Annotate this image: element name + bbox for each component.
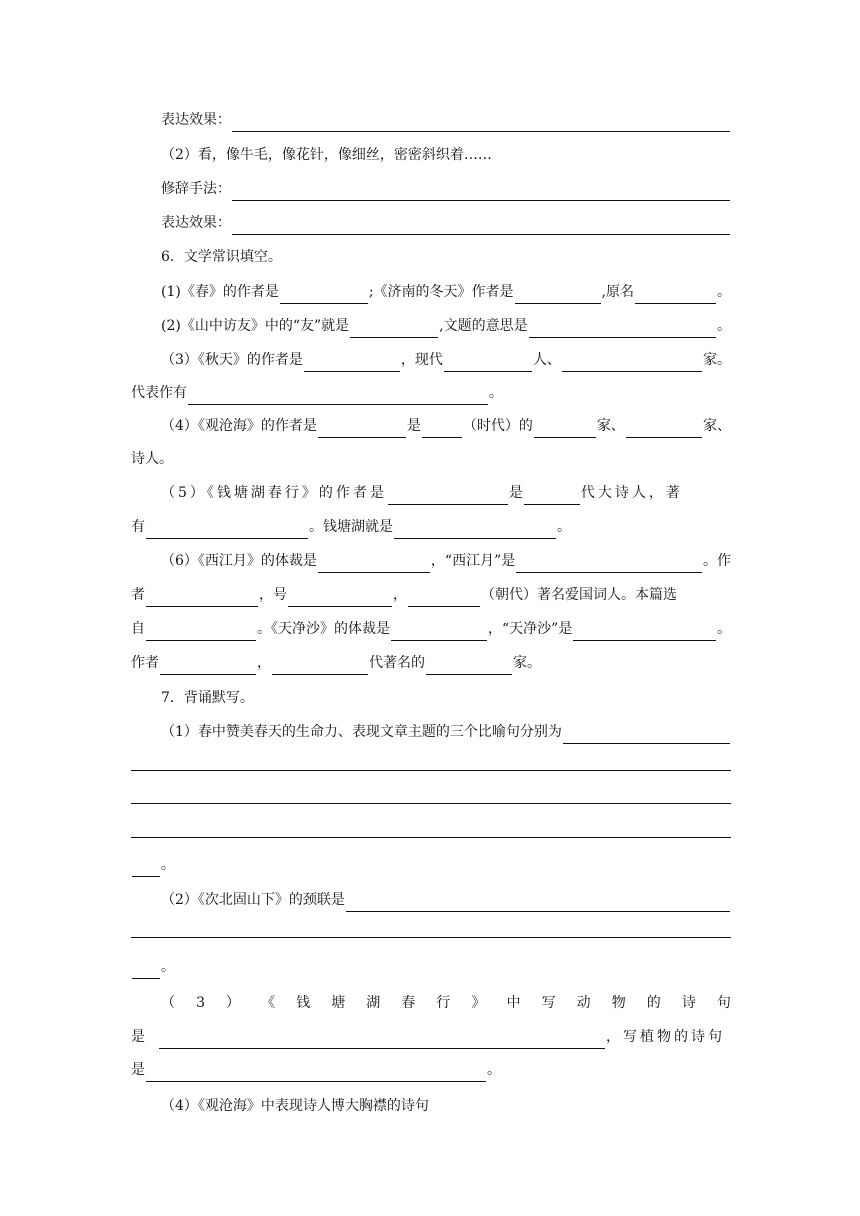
q6-2-text: (2)《山中访友》中的“友”就是 (161, 318, 350, 334)
effect-line-2 (131, 211, 731, 235)
q6-4-text: （4）《观沧海》的作者是 (161, 418, 317, 434)
q7-2-text: 。 (161, 959, 175, 975)
answer-blank[interactable] (132, 861, 160, 877)
q7-3 (131, 991, 731, 1015)
q7-3-char: 物 (611, 995, 626, 1011)
q6-6-text: 。作 (703, 553, 731, 569)
q6-4-cont: 诗人。 (131, 451, 173, 467)
answer-blank[interactable] (146, 1066, 486, 1082)
q7-3-spread (161, 991, 731, 1015)
q6-6-cont1 (131, 583, 731, 607)
q6-6 (131, 549, 731, 573)
answer-blank[interactable] (529, 322, 716, 338)
q6-6-text: ， (257, 655, 271, 671)
rhetoric-label: 修辞手法： (161, 181, 231, 197)
q6-6-text: ，“西江月”是 (430, 553, 516, 569)
q7-3-char: （ (161, 995, 175, 1011)
answer-blank[interactable] (146, 625, 256, 641)
q6-2 (131, 314, 731, 338)
q7-1 (131, 720, 731, 744)
q7-3-char: 的 (646, 995, 661, 1011)
answer-blank[interactable] (444, 356, 532, 372)
answer-blank[interactable] (394, 523, 556, 539)
q6-6-text: ，“天净沙”是 (488, 621, 573, 637)
q6-1-text: (1)《春》的作者是 (161, 284, 279, 300)
q6-5-text: 。 (557, 519, 571, 535)
q7-3-char: 塘 (331, 995, 346, 1011)
effect-label: 表达效果： (161, 112, 231, 128)
q6-5-text: 有 (131, 519, 145, 535)
q7-3-cont1 (131, 1025, 731, 1049)
answer-blank[interactable] (346, 896, 730, 912)
q7-2 (131, 888, 731, 912)
q7-3-text: 。 (487, 1062, 501, 1078)
q6-6-text: 作者 (131, 655, 159, 671)
q7-3-text: ，写植物的诗句 (606, 1029, 725, 1045)
q6-3-text: 家。 (703, 352, 731, 368)
q6-4-text: 家、 (703, 418, 731, 434)
q6-6-text: ，号 (259, 587, 287, 603)
q6-6-text: （6）《西江月》的体裁是 (161, 553, 317, 569)
q6-5-text: （5）《钱塘湖春行》的作者是 (161, 485, 387, 501)
answer-blank[interactable] (516, 557, 702, 573)
q7-3-char: 行 (436, 995, 451, 1011)
answer-blank[interactable] (635, 288, 716, 304)
q7-3-char: 《 (261, 995, 276, 1011)
answer-line[interactable] (131, 803, 731, 804)
answer-line[interactable] (131, 770, 731, 771)
q6-4-text: （时代）的 (462, 418, 533, 434)
q6-6-text: ， (393, 587, 407, 603)
q7-3-char: ） (226, 995, 241, 1011)
q7-3-text: 是 (131, 1062, 145, 1078)
q7-title: 7．背诵默写。 (161, 690, 254, 706)
q6-4 (131, 414, 731, 438)
q6-6-text: 自 (131, 621, 145, 637)
answer-blank[interactable] (304, 356, 400, 372)
effect-line-1 (131, 108, 731, 132)
answer-blank[interactable] (534, 422, 596, 438)
q6-4-text: 家、 (596, 418, 625, 434)
answer-blank[interactable] (318, 557, 430, 573)
answer-blank[interactable] (573, 625, 716, 641)
q6-3-text: 人、 (532, 352, 561, 368)
q6-3 (131, 348, 731, 372)
q7-2-text: （2）《次北固山下》的颈联是 (161, 892, 345, 908)
q7-3-char: 句 (716, 995, 731, 1011)
q7-3-char: 动 (576, 995, 591, 1011)
answer-blank[interactable] (232, 116, 730, 132)
q6-1-text: ;《济南的冬天》作者是 (368, 284, 514, 300)
q6-5 (131, 481, 731, 505)
q6-3-cont (131, 381, 731, 405)
q6-3-text: 。 (489, 385, 503, 401)
q7-3-char: 》 (471, 995, 486, 1011)
q6-6-text: 家。 (513, 655, 541, 671)
q7-3-char: 湖 (366, 995, 381, 1011)
q6-4-text: 是 (406, 418, 421, 434)
q7-1-end (131, 853, 731, 877)
effect-label: 表达效果： (161, 215, 231, 231)
answer-blank[interactable] (272, 659, 368, 675)
answer-blank[interactable] (146, 591, 258, 607)
q7-1-text: 。 (161, 857, 175, 873)
answer-blank[interactable] (232, 219, 730, 235)
answer-blank[interactable] (188, 389, 488, 405)
answer-blank[interactable] (350, 322, 438, 338)
answer-blank[interactable] (422, 422, 462, 438)
q6-1 (131, 280, 731, 304)
q7-3-char: 钱 (296, 995, 311, 1011)
q7-3-char: 3 (196, 995, 205, 1011)
answer-blank[interactable] (288, 591, 392, 607)
q6-6-text: 。《天净沙》的体裁是 (257, 621, 390, 637)
answer-blank[interactable] (426, 659, 512, 675)
q6-6-cont3 (131, 651, 731, 675)
q7-4: （4）《观沧海》中表现诗人博大胸襟的诗句 (161, 1098, 429, 1114)
q7-3-char: 春 (401, 995, 416, 1011)
q6-1-text: 。 (717, 284, 731, 300)
q6-6-cont2 (131, 617, 731, 641)
q6-title: 6．文学常识填空。 (161, 249, 282, 265)
q6-3-text: 代表作有 (131, 385, 187, 401)
q6-3-text: ，现代 (400, 352, 443, 368)
answer-blank[interactable] (132, 963, 160, 979)
q5-2-text: （2）看，像牛毛，像花针，像细丝，密密斜织着…… (161, 147, 492, 163)
q7-3-char: 写 (541, 995, 556, 1011)
q7-1-text: （1）春中赞美春天的生命力、表现文章主题的三个比喻句分别为 (161, 724, 562, 740)
q6-3-text: （3）《秋天》的作者是 (161, 352, 303, 368)
answer-line[interactable] (131, 837, 731, 838)
answer-blank[interactable] (388, 489, 508, 505)
answer-blank[interactable] (391, 625, 487, 641)
answer-blank[interactable] (159, 1033, 605, 1049)
q6-6-text: 者 (131, 587, 145, 603)
answer-blank[interactable] (626, 422, 702, 438)
q7-3-char: 中 (506, 995, 521, 1011)
q7-3-char: 诗 (681, 995, 696, 1011)
q7-3-text: 是 (131, 1029, 145, 1045)
answer-blank[interactable] (318, 422, 406, 438)
answer-blank[interactable] (524, 489, 580, 505)
answer-blank[interactable] (146, 523, 308, 539)
q6-5-text: 。钱塘湖就是 (309, 519, 393, 535)
answer-line[interactable] (131, 937, 731, 938)
q7-3-cont2 (131, 1058, 731, 1082)
q6-6-text: 。 (717, 621, 731, 637)
q7-2-end (131, 955, 731, 979)
q6-1-text: ,原名 (601, 284, 635, 300)
q6-5-text: 代大诗人，著 (580, 485, 683, 501)
answer-blank[interactable] (408, 591, 480, 607)
q6-2-text: 。 (717, 318, 731, 334)
answer-blank[interactable] (160, 659, 256, 675)
q6-6-text: （朝代）著名爱国词人。本篇选 (481, 587, 677, 603)
q6-5-text: 是 (508, 485, 523, 501)
rhetoric-line (131, 177, 731, 201)
answer-blank[interactable] (280, 288, 368, 304)
q6-6-text: 代著名的 (369, 655, 425, 671)
answer-blank[interactable] (232, 185, 730, 201)
answer-blank[interactable] (562, 356, 702, 372)
q6-2-text: ,文题的意思是 (439, 318, 528, 334)
answer-blank[interactable] (515, 288, 601, 304)
answer-blank[interactable] (563, 728, 730, 744)
q6-5-cont (131, 515, 731, 539)
